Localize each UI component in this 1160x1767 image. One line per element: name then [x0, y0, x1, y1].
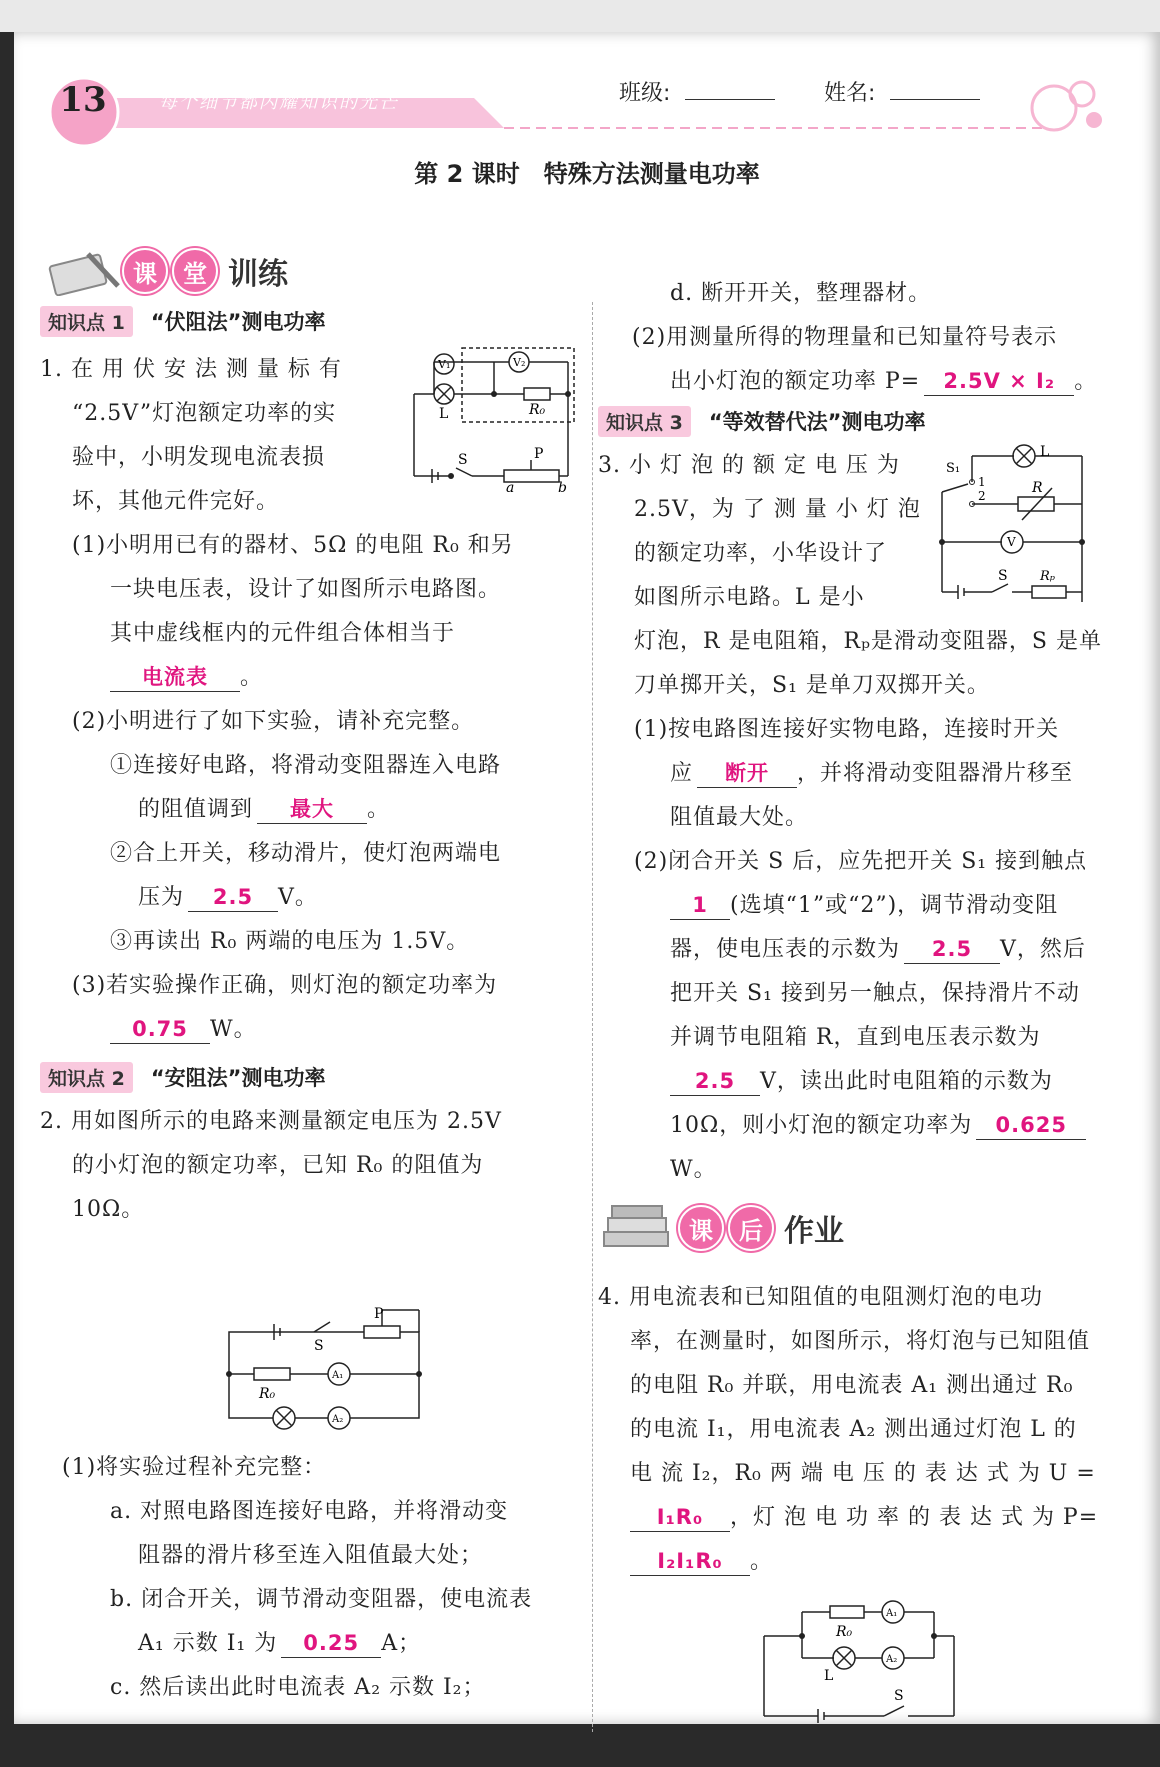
svg-text:R₀: R₀ [529, 402, 546, 418]
svg-text:Rₚ: Rₚ [1040, 569, 1055, 584]
svg-text:S: S [314, 1338, 324, 1354]
answer-blank[interactable]: 1 [670, 891, 730, 920]
svg-text:V₂: V₂ [513, 356, 526, 369]
class-field[interactable] [619, 76, 775, 107]
circuit-diagram-4 [754, 1596, 974, 1726]
svg-text:A₂: A₂ [886, 1654, 898, 1665]
answer-blank[interactable]: 0.625 [976, 1111, 1086, 1140]
svg-text:L: L [824, 1668, 834, 1684]
svg-text:L: L [1040, 444, 1050, 460]
svg-text:b: b [558, 480, 567, 494]
q1-line: 坏，其他元件完好。 [72, 489, 280, 514]
svg-text:L: L [439, 406, 449, 422]
svg-text:S: S [998, 568, 1008, 584]
name-field[interactable] [824, 76, 980, 107]
circuit-diagram-1 [394, 344, 584, 494]
answer-blank[interactable]: I₁R₀ [630, 1503, 730, 1532]
svg-text:V₁: V₁ [438, 358, 451, 371]
slogan: 每个细节都闪耀知识的光芒 [159, 92, 399, 113]
section-classroom: 课 堂 训练 [44, 246, 288, 296]
svg-text:R: R [1032, 480, 1043, 496]
name-label: 姓名: [824, 81, 876, 106]
svg-text:a: a [506, 480, 515, 494]
circuit-diagram-2 [214, 1302, 434, 1432]
svg-text:A₁: A₁ [332, 1370, 344, 1381]
class-label: 班级: [619, 81, 671, 106]
column-divider [592, 302, 593, 1732]
answer-blank[interactable]: I₂I₁R₀ [630, 1547, 750, 1576]
knowledge-point-1: 知识点 1 “伏阻法”测电功率 [40, 306, 325, 337]
answer-blank[interactable]: 0.25 [281, 1629, 381, 1658]
svg-text:S₁: S₁ [946, 461, 961, 476]
answer-blank[interactable]: 断开 [697, 759, 797, 788]
section-homework: 课 后 作业 [598, 1202, 844, 1254]
circuit-diagram-3 [932, 442, 1142, 602]
q1-line: “2.5V”灯泡额定功率的实 [72, 401, 337, 426]
svg-text:2: 2 [978, 489, 986, 503]
answer-blank[interactable]: 2.5 [904, 935, 1000, 964]
answer-blank[interactable]: 0.75 [110, 1015, 210, 1044]
svg-text:A₁: A₁ [886, 1608, 898, 1619]
svg-text:R₀: R₀ [836, 1624, 853, 1640]
lesson-title: 第 2 课时 特殊方法测量电功率 [414, 160, 760, 188]
q1-answer-line: 电流表 。 [110, 656, 263, 700]
svg-text:1: 1 [978, 475, 986, 489]
notebook-pen-icon [44, 246, 122, 296]
page-number: 13 [59, 80, 107, 120]
answer-blank[interactable]: 2.5 [670, 1067, 760, 1096]
svg-text:A₂: A₂ [332, 1414, 344, 1425]
knowledge-point-2: 知识点 2 “安阻法”测电功率 [40, 1062, 325, 1093]
worksheet-page: 13 每个细节都闪耀知识的光芒 班级: 姓名: 第 2 课时 特殊方法测量电功率 课 堂 训练 知识点 1 “伏阻法”测电功率 1. 在 用 伏 安 法 测 量 标 有 “2.5V”灯泡额定功率的实 验中，小明发现电流表损 坏，其他元件完好。 V₁ V₂ R₀ L S P a b (1)小明用已有的器材、5Ω 的电阻 R₀ 和另 一块电压表，设计了如图所示电路图。 其中虚线框内的元件组合体相当于 电流表 。 (2)小明进行了如下实验，请补充完整。 ①连接好电路，将滑动变阻器连入电路 的阻值调到 最大 。 ②合上开关，移动滑片，使灯泡两端电 压为 2.5 V。 ③再读出 R₀ 两端的电压为 1.5V。 (3)若实验操作正确，则灯泡的额定功率为 0.75 W。 知识点 2 “安阻法”测电功率 2. 用如图所示的电路来测量额定电压为 2.5V 的小灯泡的额定功率，已知 R₀ 的阻值为 10Ω。 P S R₀ A₁ A₂ (1)将实验过程补充完整： a. 对照电路图连接好电路，并将滑动变 阻器的滑片移至连入阻值最大处； b. 闭合开关，调节滑动变阻器，使电流表 A₁ 示数 I₁ 为 0.25 A； c. 然后读出此时电流表 A₂ 示数 I₂； d. 断开开关，整理器材。 (2)用测量所得的物理量和已知量符号表示 出小灯泡的额定功率 P= 2.5V × I₂ 。 知识点 3 “等效替代法”测电功率 3. 小 灯 泡 的 额 定 电 压 为 2.5V，为 了 测 量 小 灯 泡 的额定功率，小华设计了 如图所示电路。L 是小 S₁ 1 2 L R V S Rₚ 灯泡，R 是电阻箱，Rₚ是滑动变阻器，S 是单 刀单掷开关，S₁ 是单刀双掷开关。 (1)按电路图连接好实物电路，连接时开关 应 断开 ，并将滑动变阻器滑片移至 阻值最大处。 (2)闭合开关 S 后，应先把开关 S₁ 接到触点 1 (选填“1”或“2”)，调节滑动变阻 器，使电压表的示数为 2.5 V，然后 把开关 S₁ 接到另一触点，保持滑片不动 并调节电阻箱 R，直到电压表示数为 2.5 V，读出此时电阻箱的示数为 10Ω，则小灯泡的额定功率为 0.625 W。 课 后 作业 4. 用电流表和已知阻值的电阻测灯泡的电功 率，在测量时，如图所示，将灯泡与已知阻值 的电阻 R₀ 并联，用电流表 A₁ 测出通过 R₀ 的电流 I₁，用电流表 A₂ 测出通过灯泡 L 的 电 流 I₂，R₀ 两 端 电 压 的 表 达 式 为 U = I₁R₀ ，灯 泡 电 功 率 的 表 达 式 为 P= I₂I₁R₀ 。 R₀ A₁ A₂ L S [14, 32, 1160, 1724]
answer-blank[interactable]: 最大 [257, 795, 367, 824]
svg-text:P: P [534, 446, 544, 462]
books-icon [598, 1202, 678, 1254]
answer-blank[interactable]: 电流表 [110, 663, 240, 692]
knowledge-point-3: 知识点 3 “等效替代法”测电功率 [598, 406, 925, 437]
svg-text:S: S [458, 452, 468, 468]
svg-text:S: S [894, 1688, 904, 1704]
answer-blank[interactable]: 2.5V × I₂ [924, 367, 1074, 396]
answer-blank[interactable]: 2.5 [188, 883, 278, 912]
svg-text:R₀: R₀ [259, 1386, 276, 1402]
svg-text:P: P [374, 1306, 384, 1322]
svg-text:V: V [1007, 535, 1016, 549]
top-strip [0, 0, 1160, 32]
q1-line: 验中，小明发现电流表损 [72, 445, 326, 470]
q1-line: 1. 在 用 伏 安 法 测 量 标 有 [40, 357, 342, 382]
